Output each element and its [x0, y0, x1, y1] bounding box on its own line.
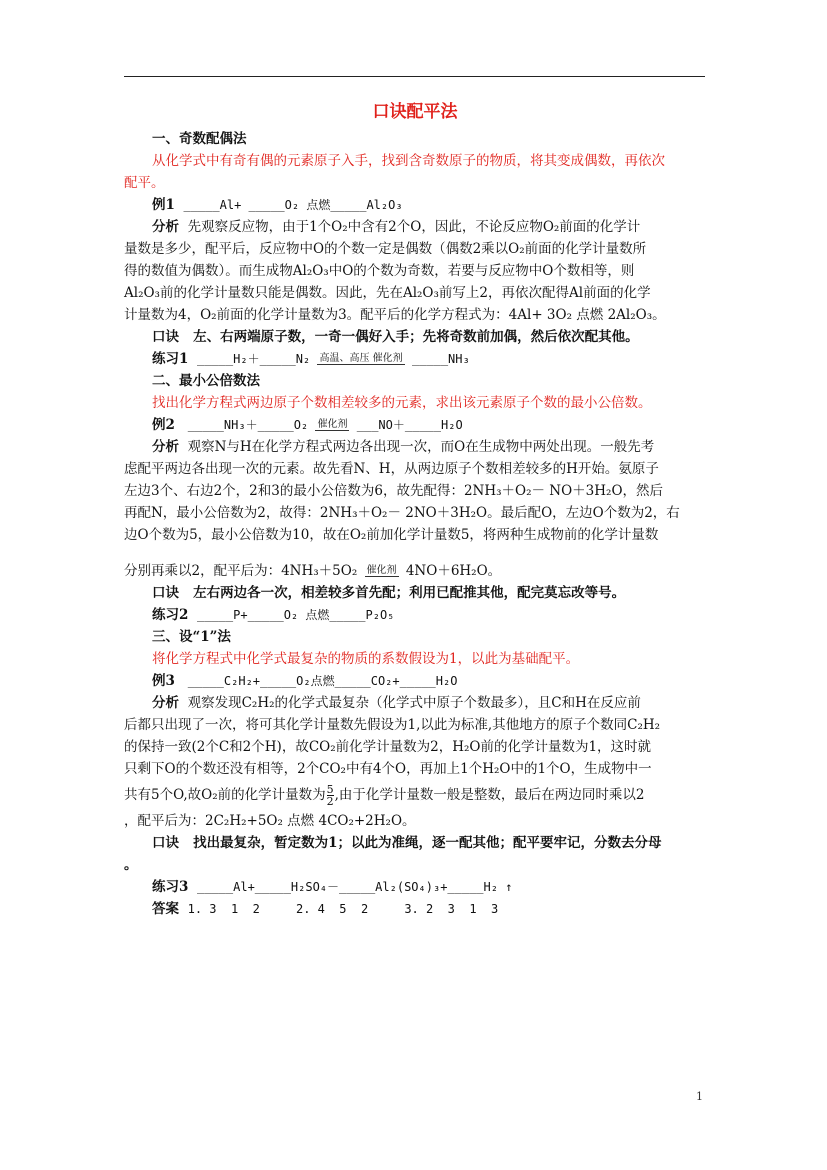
analysis-1-l3: 得的数值为偶数）。而生成物Al₂O₃中O的个数为奇数，若要与反应物中O个数相等，则 — [124, 263, 635, 279]
analysis-3-l6: ，配平后为：2C₂H₂+5O₂ 点燃 4CO₂+2H₂O。 — [124, 813, 416, 829]
mnemonic-1 — [124, 326, 706, 348]
practice-equation-left: _____H₂＋_____N₂ — [197, 352, 311, 366]
reaction-condition: 高温、高压 催化剂 — [319, 353, 403, 364]
analysis-1-l4: Al₂O₃前的化学计量数只能是偶数。因此，先在Al₂O₃前写上2，再依次配得Al前面的化学 — [124, 285, 651, 301]
analysis-3-l1 — [124, 692, 706, 714]
analysis-text: 共有5个O,故O₂前的化学计量数为 — [124, 787, 326, 803]
page-title: 口诀配平法 — [372, 102, 458, 122]
analysis-text: 先观察反应物，由于1个O₂中含有2个O，因此，不论反应物O₂前面的化学计 — [187, 219, 641, 235]
practice-equation: _____P+_____O₂ 点燃_____P₂O₅ — [197, 608, 395, 622]
practice-label: 练习1 — [152, 351, 189, 367]
analysis-2-l2: 虑配平两边各出现一次的元素。故先看N、H，从两边原子个数相差较多的H开始。氨原子 — [124, 461, 659, 477]
practice-equation-right: _____NH₃ — [411, 352, 470, 366]
analysis-3-l4: 只剩下O的个数还没有相等，2个CO₂中有4个O，再加上1个H₂O中的1个O，生成物中一 — [124, 761, 652, 777]
analysis-2-l3: 左边3个、右边2个，2和3的最小公倍数为6，故先配得：2NH₃＋O₂－ NO＋3H₂O，然后 — [124, 483, 664, 499]
section-3-heading: 三、设“1”法 — [152, 629, 231, 645]
page-number: 1 — [696, 1090, 703, 1103]
section-2-rule: 找出化学方程式两边原子个数相差较多的元素，求出该元素原子个数的最小公倍数。 — [152, 395, 652, 411]
analysis-label: 分析 — [152, 439, 179, 455]
section-1-heading: 一、奇数配偶法 — [152, 131, 247, 147]
analysis-2-l6 — [124, 560, 706, 582]
reaction-condition: 催化剂 — [317, 419, 348, 430]
analysis-text: 4NO＋6H₂O。 — [405, 563, 502, 579]
section-2-heading: 二、最小公倍数法 — [152, 373, 260, 389]
example-2 — [124, 414, 706, 436]
answers-label: 答案 — [152, 901, 179, 917]
example-equation: _____Al+ _____O₂ 点燃_____Al₂O₃ — [183, 198, 403, 212]
header-rule — [124, 76, 705, 77]
analysis-3-l2: 后都只出现了一次，将可其化学计量数先假设为1,以此为标准,其他地方的原子个数同C₂H₂ — [124, 717, 661, 733]
mnemonic-text: 找出最复杂，暂定数为1；以此为准绳，逐一配其他；配平要牢记，分数去分母 — [193, 835, 662, 851]
fraction-numerator: 5 — [326, 783, 334, 796]
mnemonic-3 — [124, 832, 706, 854]
analysis-label: 分析 — [152, 219, 179, 235]
analysis-2-l1 — [124, 436, 706, 458]
example-label: 例2 — [152, 417, 175, 433]
practice-label: 练习3 — [152, 879, 189, 895]
mnemonic-2 — [124, 582, 706, 604]
practice-3 — [124, 876, 706, 898]
reaction-condition: 催化剂 — [366, 565, 397, 576]
section-1-rule: 从化学式中有奇有偶的元素原子入手，找到含奇数原子的物质，将其变成偶数，再依次 — [152, 153, 665, 169]
fraction-denominator: 2 — [326, 795, 334, 808]
analysis-label: 分析 — [152, 695, 179, 711]
practice-label: 练习2 — [152, 607, 189, 623]
practice-1 — [124, 348, 706, 370]
mnemonic-text: 左右两边各一次，相差较多首先配；利用已配推其他，配完莫忘改等号。 — [193, 585, 626, 601]
example-label: 例1 — [152, 197, 175, 213]
section-1-rule-cont: 配平。 — [124, 175, 165, 191]
analysis-1-l5: 计量数为4，O₂前面的化学计量数为3。配平后的化学方程式为：4Al+ 3O₂ 点燃 2Al₂O₃。 — [124, 307, 666, 323]
example-1 — [124, 194, 706, 216]
analysis-2-l5: 边O个数为5，最小公倍数为10，故在O₂前加化学计量数5，将两种生成物前的化学计量数 — [124, 527, 659, 543]
analysis-text: 观察N与H在化学方程式两边各出现一次，而O在生成物中两处出现。一般先考 — [187, 439, 655, 455]
mnemonic-label: 口诀 — [152, 585, 179, 601]
analysis-text: ,由于化学计量数一般是整数，最后在两边同时乘以2 — [334, 787, 645, 803]
analysis-3-l5 — [124, 780, 706, 810]
section-3-rule: 将化学方程式中化学式最复杂的物质的系数假设为1，以此为基础配平。 — [152, 651, 580, 667]
practice-2 — [124, 604, 706, 626]
fraction — [327, 784, 334, 807]
analysis-1-l1 — [124, 216, 706, 238]
analysis-2-l4: 再配N，最小公倍数为2，故得：2NH₃＋O₂－ 2NO＋3H₂O。最后配O，左边O个数为2，右 — [124, 505, 680, 521]
example-equation-left: _____NH₃＋_____O₂ — [187, 418, 309, 432]
practice-equation: _____Al+_____H₂SO₄－_____Al₂(SO₄)₃+_____H₂ ↑ — [197, 880, 513, 894]
mnemonic-label: 口诀 — [152, 329, 179, 345]
mnemonic-text: 左、右两端原子数，一奇一偶好入手；先将奇数前加偶，然后依次配其他。 — [193, 329, 639, 345]
example-equation: _____C₂H₂+_____O₂点燃_____CO₂+_____H₂O — [187, 674, 458, 688]
mnemonic-label: 口诀 — [152, 835, 179, 851]
analysis-text: 观察发现C₂H₂的化学式最复杂（化学式中原子个数最多），且C和H在反应前 — [187, 695, 641, 711]
answers-text: 1. 3 1 2 2. 4 5 2 3. 2 3 1 3 — [187, 902, 499, 916]
example-equation-right: ___NO＋_____H₂O — [356, 418, 463, 432]
example-label: 例3 — [152, 673, 175, 689]
document-body — [124, 100, 706, 920]
answers — [124, 898, 706, 920]
example-3 — [124, 670, 706, 692]
analysis-3-l3: 的保持一致(2个C和2个H)，故CO₂前化学计量数为2，H₂O前的化学计量数为1，这时就 — [124, 739, 652, 755]
analysis-text: 分别再乘以2，配平后为：4NH₃＋5O₂ — [124, 563, 358, 579]
analysis-1-l2: 量数是多少，配平后，反应物中O的个数一定是偶数（偶数2乘以O₂前面的化学计量数所 — [124, 241, 647, 257]
mnemonic-3-tail: 。 — [124, 857, 138, 873]
